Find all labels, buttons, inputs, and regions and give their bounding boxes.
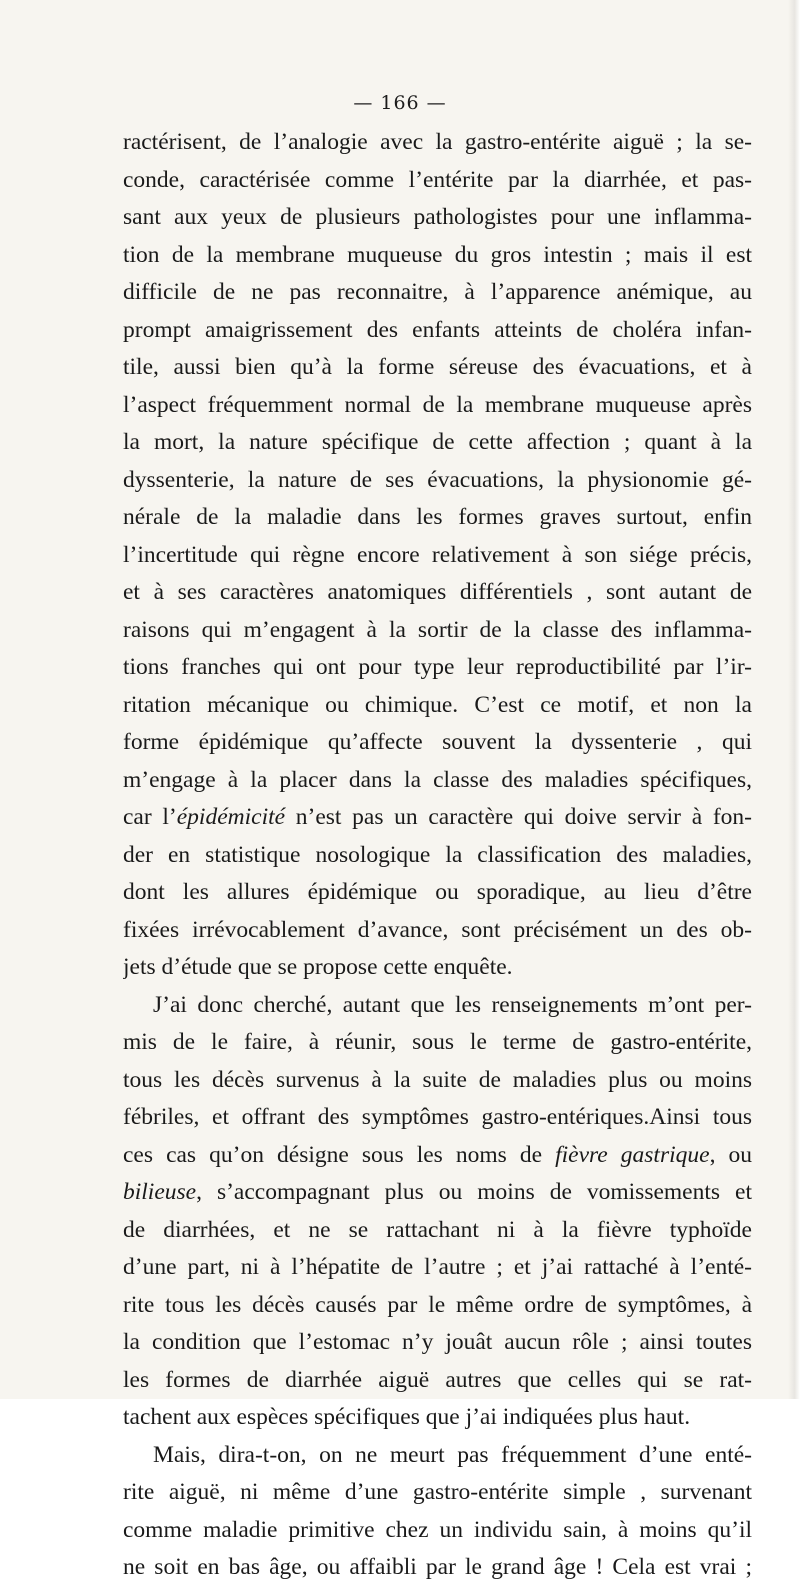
text-line: [123, 1437, 752, 1475]
text-line-segment: ractérisent, de l’analogie avec la gastro-entérite aiguë ; la se-: [123, 129, 752, 155]
text-line-segment: d’une part, ni à l’hépatite de l’autre ; et j’ai rattaché à l’enté-: [123, 1254, 752, 1280]
text-line: [123, 1549, 752, 1587]
body-text: [123, 124, 752, 1587]
text-line: [123, 1099, 752, 1137]
text-line: [123, 649, 752, 687]
text-line-segment: rite aiguë, ni même d’une gastro-entérite simple , survenant: [123, 1479, 752, 1505]
text-line: [123, 387, 752, 425]
text-line: [123, 762, 752, 800]
text-line: [123, 237, 752, 275]
text-line: [123, 1137, 752, 1175]
text-line: [123, 537, 752, 575]
text-line-segment: comme maladie primitive chez un individu sain, à moins qu’il: [123, 1516, 752, 1543]
text-line-segment: mis de le faire, à réunir, sous le terme de gastro-entérite,: [123, 1029, 752, 1055]
text-line: [123, 612, 752, 650]
text-line-segment: n’est pas un caractère qui doive servir à fon-: [285, 804, 752, 830]
text-line: [123, 837, 752, 875]
text-line: [123, 162, 752, 200]
text-line: [123, 424, 752, 462]
text-line-segment: dyssenterie, la nature de ses évacuations, la physionomie gé-: [123, 466, 752, 493]
text-line-segment: Mais, dira-t-on, on ne meurt pas fréquemment d’une enté-: [153, 1441, 752, 1468]
text-line: [123, 499, 752, 537]
text-line: [123, 874, 752, 912]
text-line-segment: difficile de ne pas reconnaitre, à l’apparence anémique, au: [123, 279, 752, 305]
text-line: [123, 1174, 752, 1212]
text-line: [123, 1212, 752, 1250]
italic-term: épidémicité: [176, 804, 286, 830]
text-line-segment: conde, caractérisée comme l’entérite par la diarrhée, et pas-: [123, 166, 752, 193]
text-line: [123, 349, 752, 387]
italic-term: fièvre gastrique: [555, 1141, 710, 1168]
text-line: [123, 1362, 752, 1400]
text-line: [123, 1062, 752, 1100]
text-line-segment: forme épidémique qu’affecte souvent la dyssenterie , qui: [123, 729, 752, 755]
text-line-segment: , ou: [709, 1141, 752, 1168]
text-line-segment: l’aspect fréquemment normal de la membrane muqueuse après: [123, 391, 752, 418]
text-line: [123, 1474, 752, 1512]
text-line: [123, 1287, 752, 1325]
text-line: [123, 312, 752, 350]
text-line: [123, 1512, 752, 1550]
text-line-segment: tous les décès survenus à la suite de maladies plus ou moins: [123, 1066, 752, 1093]
text-line-segment: la mort, la nature spécifique de cette affection ; quant à la: [123, 429, 752, 455]
text-line-segment: der en statistique nosologique la classification des maladies,: [123, 841, 752, 868]
text-line-segment: ces cas qu’on désigne sous les noms de: [123, 1141, 556, 1168]
text-line-segment: les formes de diarrhée aiguë autres que celles qui se rat-: [123, 1366, 752, 1393]
text-line: [123, 949, 752, 987]
text-line: [123, 124, 752, 162]
page-number: — 166 —: [353, 92, 447, 114]
text-line: [123, 462, 752, 500]
text-line: [123, 799, 752, 837]
text-line: [123, 987, 752, 1025]
text-line: [123, 1249, 752, 1287]
page-edge-shadow: [788, 0, 800, 1399]
text-line-segment: tion de la membrane muqueuse du gros intestin ; mais il est: [123, 241, 752, 268]
text-line-segment: tions franches qui ont pour type leur reproductibilité par l’ir-: [123, 654, 752, 680]
text-line-segment: dont les allures épidémique ou sporadique, au lieu d’être: [123, 879, 752, 905]
text-line: [123, 1024, 752, 1062]
text-line-segment: raisons qui m’engagent à la sortir de la classe des inflamma-: [123, 616, 752, 643]
text-line-segment: sant aux yeux de plusieurs pathologistes pour une inflamma-: [123, 204, 752, 230]
italic-term: bilieuse: [123, 1179, 197, 1205]
text-line-segment: m’engage à la placer dans la classe des maladies spécifiques,: [123, 766, 752, 793]
text-line-segment: et à ses caractères anatomiques différentiels , sont autant de: [123, 579, 752, 605]
text-line-segment: l’incertitude qui règne encore relativement à son siége précis,: [123, 541, 752, 568]
text-line-segment: la condition que l’estomac n’y jouât aucun rôle ; ainsi toutes: [123, 1329, 752, 1355]
text-line: [123, 724, 752, 762]
text-line: [123, 1399, 752, 1437]
text-line-segment: car l’: [123, 804, 177, 830]
text-line: [123, 274, 752, 312]
text-line: [123, 1324, 752, 1362]
text-line: [123, 912, 752, 950]
text-line-segment: nérale de la maladie dans les formes graves surtout, enfin: [123, 504, 752, 530]
text-line: [123, 574, 752, 612]
text-line-segment: tile, aussi bien qu’à la forme séreuse des évacuations, et à: [123, 354, 752, 380]
text-line-segment: prompt amaigrissement des enfants atteints de choléra infan-: [123, 316, 752, 343]
text-line-segment: J’ai donc cherché, autant que les renseignements m’ont per-: [153, 991, 752, 1018]
text-line-segment: , s’accompagnant plus ou moins de vomissements et: [196, 1179, 752, 1205]
text-line: [123, 687, 752, 725]
text-line-segment: ne soit en bas âge, ou affaibli par le grand âge ! Cela est vrai ;: [123, 1554, 752, 1580]
text-line-segment: fébriles, et offrant des symptômes gastro-entériques.Ainsi tous: [123, 1104, 752, 1130]
text-line-segment: rite tous les décès causés par le même ordre de symptômes, à: [123, 1291, 752, 1318]
text-line-segment: jets d’étude que se propose cette enquête.: [123, 954, 513, 980]
text-line-segment: de diarrhées, et ne se rattachant ni à la fièvre typhoïde: [123, 1216, 752, 1243]
text-line-segment: tachent aux espèces spécifiques que j’ai indiquées plus haut.: [123, 1404, 691, 1430]
text-line: [123, 199, 752, 237]
text-line-segment: ritation mécanique ou chimique. C’est ce motif, et non la: [123, 691, 752, 718]
text-line-segment: fixées irrévocablement d’avance, sont précisément un des ob-: [123, 916, 752, 943]
